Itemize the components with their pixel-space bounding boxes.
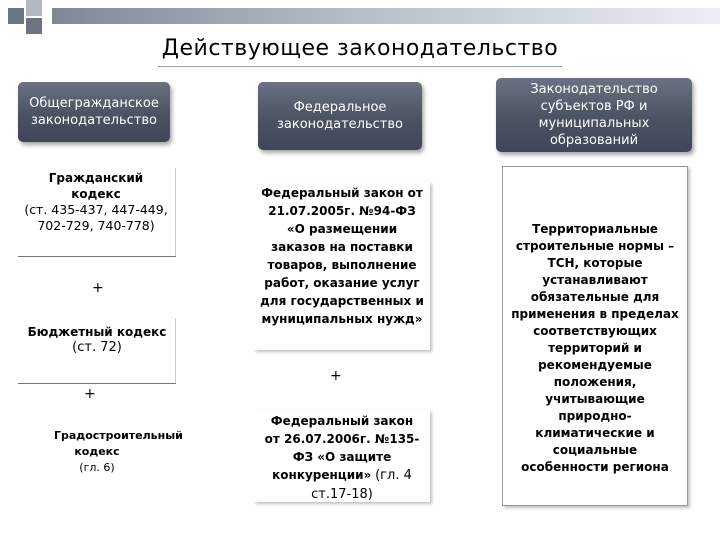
header-left-label: Общегражданское законодательство [29,96,159,128]
law-135-fz-title: Федеральный закон от 26.07.2006г. №135-ФЗ «О защите конкуренции» [264,414,420,482]
budget-code-title: Бюджетный кодекс [27,325,167,339]
page-title: Действующее законодательство [161,36,559,61]
title-underline [158,66,562,67]
civil-code-rightline [175,168,176,256]
civil-code-box [18,168,174,256]
plus-sign: + [330,368,342,384]
civil-code-articles: (ст. 435-437, 447-449, 702-729, 740-778) [24,202,168,233]
budget-code-rightline [175,318,176,383]
header-left [18,82,170,142]
header-middle-label: Федеральное законодательство [277,100,403,132]
decorative-square [26,0,42,16]
header-middle [258,82,422,150]
law-135-fz-box [254,410,430,502]
civil-code-underline [18,256,176,257]
law-94-fz-box [254,182,430,350]
header-right-label: Законодательство субъектов РФ и муниципальных образований [530,82,658,148]
civil-code-title: Гражданский кодекс [48,171,144,201]
decorative-top-bar [0,0,720,34]
urban-code-articles: (гл. 6) [79,461,115,474]
decorative-square [26,18,42,34]
plus-sign: + [84,386,96,402]
decorative-square [8,8,24,24]
decorative-stripe [52,8,720,24]
tsn-text: Территориальные строительные нормы – ТСН, которые устанавливают обязательные для применения в пределах соответствующих территорий и рекомендуемые положения, учитывающие природно-климатические и социальные особенности региона [511,222,679,474]
budget-code-box [18,318,176,382]
plus-sign: + [92,280,104,296]
law-94-fz-text: Федеральный закон от 21.07.2005г. №94-ФЗ «О размещении заказов на поставки товаров, выполнение работ, оказание услуг для государственных и муниципальных нужд» [260,186,424,326]
urban-code-title: Градостроительный кодекс [54,429,183,458]
header-right [496,78,692,152]
tsn-box [502,166,688,506]
budget-code-articles: (ст. 72) [72,340,122,355]
urban-code-box [18,426,183,484]
budget-code-underline [18,383,176,384]
law-135-fz-articles: (гл. 4 ст.17-18) [311,468,412,502]
